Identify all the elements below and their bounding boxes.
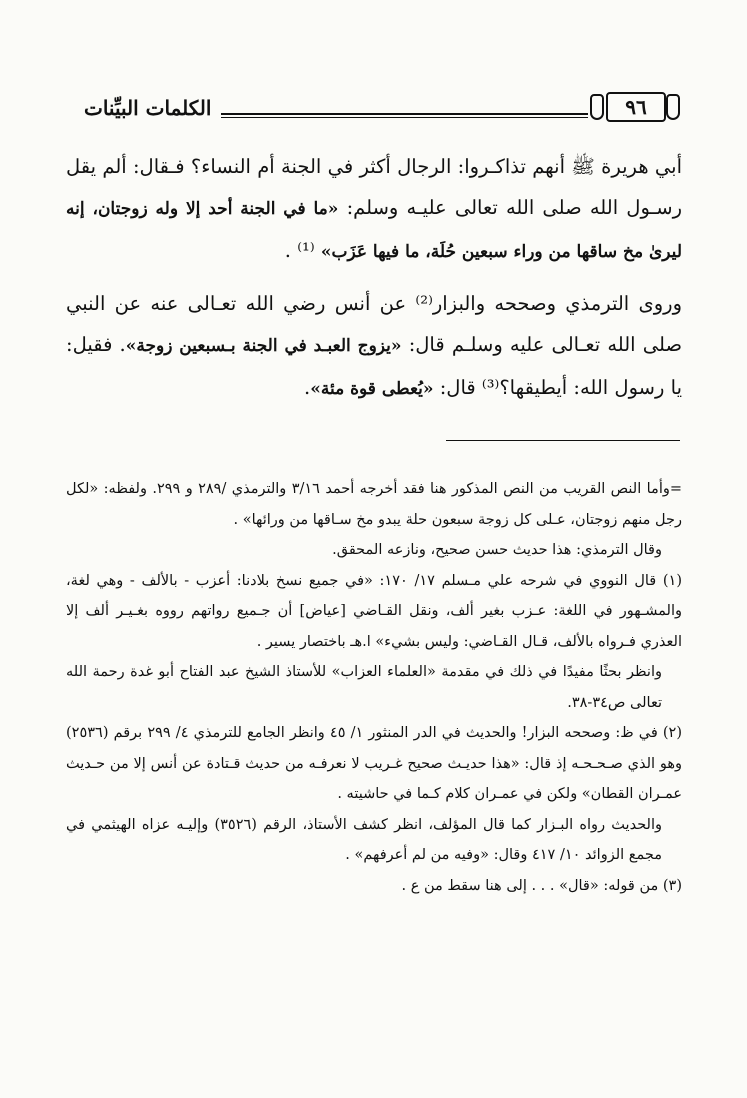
- page-number-frame: [588, 92, 684, 120]
- running-header: [84, 92, 684, 126]
- page-number: ٩٦: [606, 92, 666, 122]
- paragraph-text: . فقيل: يا رسول الله: أيطيقها؟⁽³⁾ قال:: [66, 333, 682, 399]
- header-title: الكلمات البيِّنات: [84, 92, 221, 124]
- footnote: =وأما النص القريب من النص المذكور هنا فقد أخرجه أحمد ٣/١٦ والترمذي /٢٨٩ و ٢٩٩. ولفظه: «لكل رجل منهم زوجتان، عـلى كل زوجة سبعون حلة يبدو مخ سـاقها من ورائها» .: [66, 481, 683, 528]
- footnote: وقال الترمذي: هذا حديث حسن صحيح، ونازعه المحقق.: [332, 542, 662, 558]
- paragraph-text: .: [304, 376, 311, 399]
- footnotes: [66, 474, 682, 901]
- hadith-quote: «يزوج العبـد في الجنة بـسبعين زوجة»: [125, 336, 402, 356]
- paragraph-text: وروى الترمذي وصححه والبزار⁽²⁾ عن أنس رضي الله تعـالى عنه عن النبي صلى الله تعـالى عليه وسلـم قال:: [66, 292, 683, 356]
- main-text: [66, 146, 682, 410]
- paragraph: [66, 146, 682, 273]
- ornament-icon: [666, 94, 680, 120]
- footnote: (١) قال النووي في شرحه علي مـسلم ١٧/ ١٧٠: «في جميع نسخ بلادنا: أعزب - بالألف - وهي لغة، والمشـهور في اللغة: عـزب بغير ألف، ونقل القـاضي [عياض] أن جـميع رواتهم رووه بغـيـر ألف إلا العذري فـرواه بالألف، قـال القـاضي: وليس بشيء» ا.هـ باختصار يسير .: [66, 572, 682, 650]
- footnote: وانظر بحثًا مفيدًا في ذلك في مقدمة «العلماء العزاب» للأستاذ الشيخ عبد الفتاح أبو غدة رحمة الله تعالى ص٣٤-٣٨.: [66, 664, 662, 711]
- footnote: والحديث رواه البـزار كما قال المؤلف، انظر كشف الأستاذ، الرقم (٣٥٢٦) وإليـه عزاه الهيثمي في مجمع الزوائد ١٠/ ٤١٧ وقال: «وفيه من لم أعرفهم» .: [66, 816, 663, 863]
- footnote-separator: [446, 440, 680, 441]
- paragraph-text: ⁽¹⁾ .: [284, 239, 321, 262]
- hadith-quote: «ما في الجنة أحد إلا وله زوجتان، إنه ليرىٰ مخ ساقها من وراء سبعين حُلَة، ما فيها عَزَب»: [66, 199, 682, 262]
- footnote: (٢) في ظ: وصححه البزار! والحديث في الدر المنثور ١/ ٤٥ وانظر الجامع للترمذي ٤/ ٢٩٩ برقم (٢٥٣٦) وهو الذي صـحـحـه إذ قال: «هذا حديـث صحيح غـريب لا نعرفـه من حديث قـتادة عن أنس إلا من حـديث عمـران القطان» ولكن في عمـران كلام كـما في حاشيته .: [66, 725, 682, 802]
- paragraph: [66, 283, 682, 410]
- paragraph-text: أبي هريرة ﷺ أنهم تذاكـروا: الرجال أكثر في الجنة أم النساء؟ فـقال: ألم يقل رسـول الله صلى الله تعالى عليـه وسلم:: [66, 155, 682, 219]
- ornament-icon: [590, 94, 604, 120]
- footnote: (٣) من قوله: «قال» . . . إلى هنا سقط من ع .: [401, 877, 682, 894]
- hadith-quote: «يُعطى قوة مئة»: [310, 379, 434, 399]
